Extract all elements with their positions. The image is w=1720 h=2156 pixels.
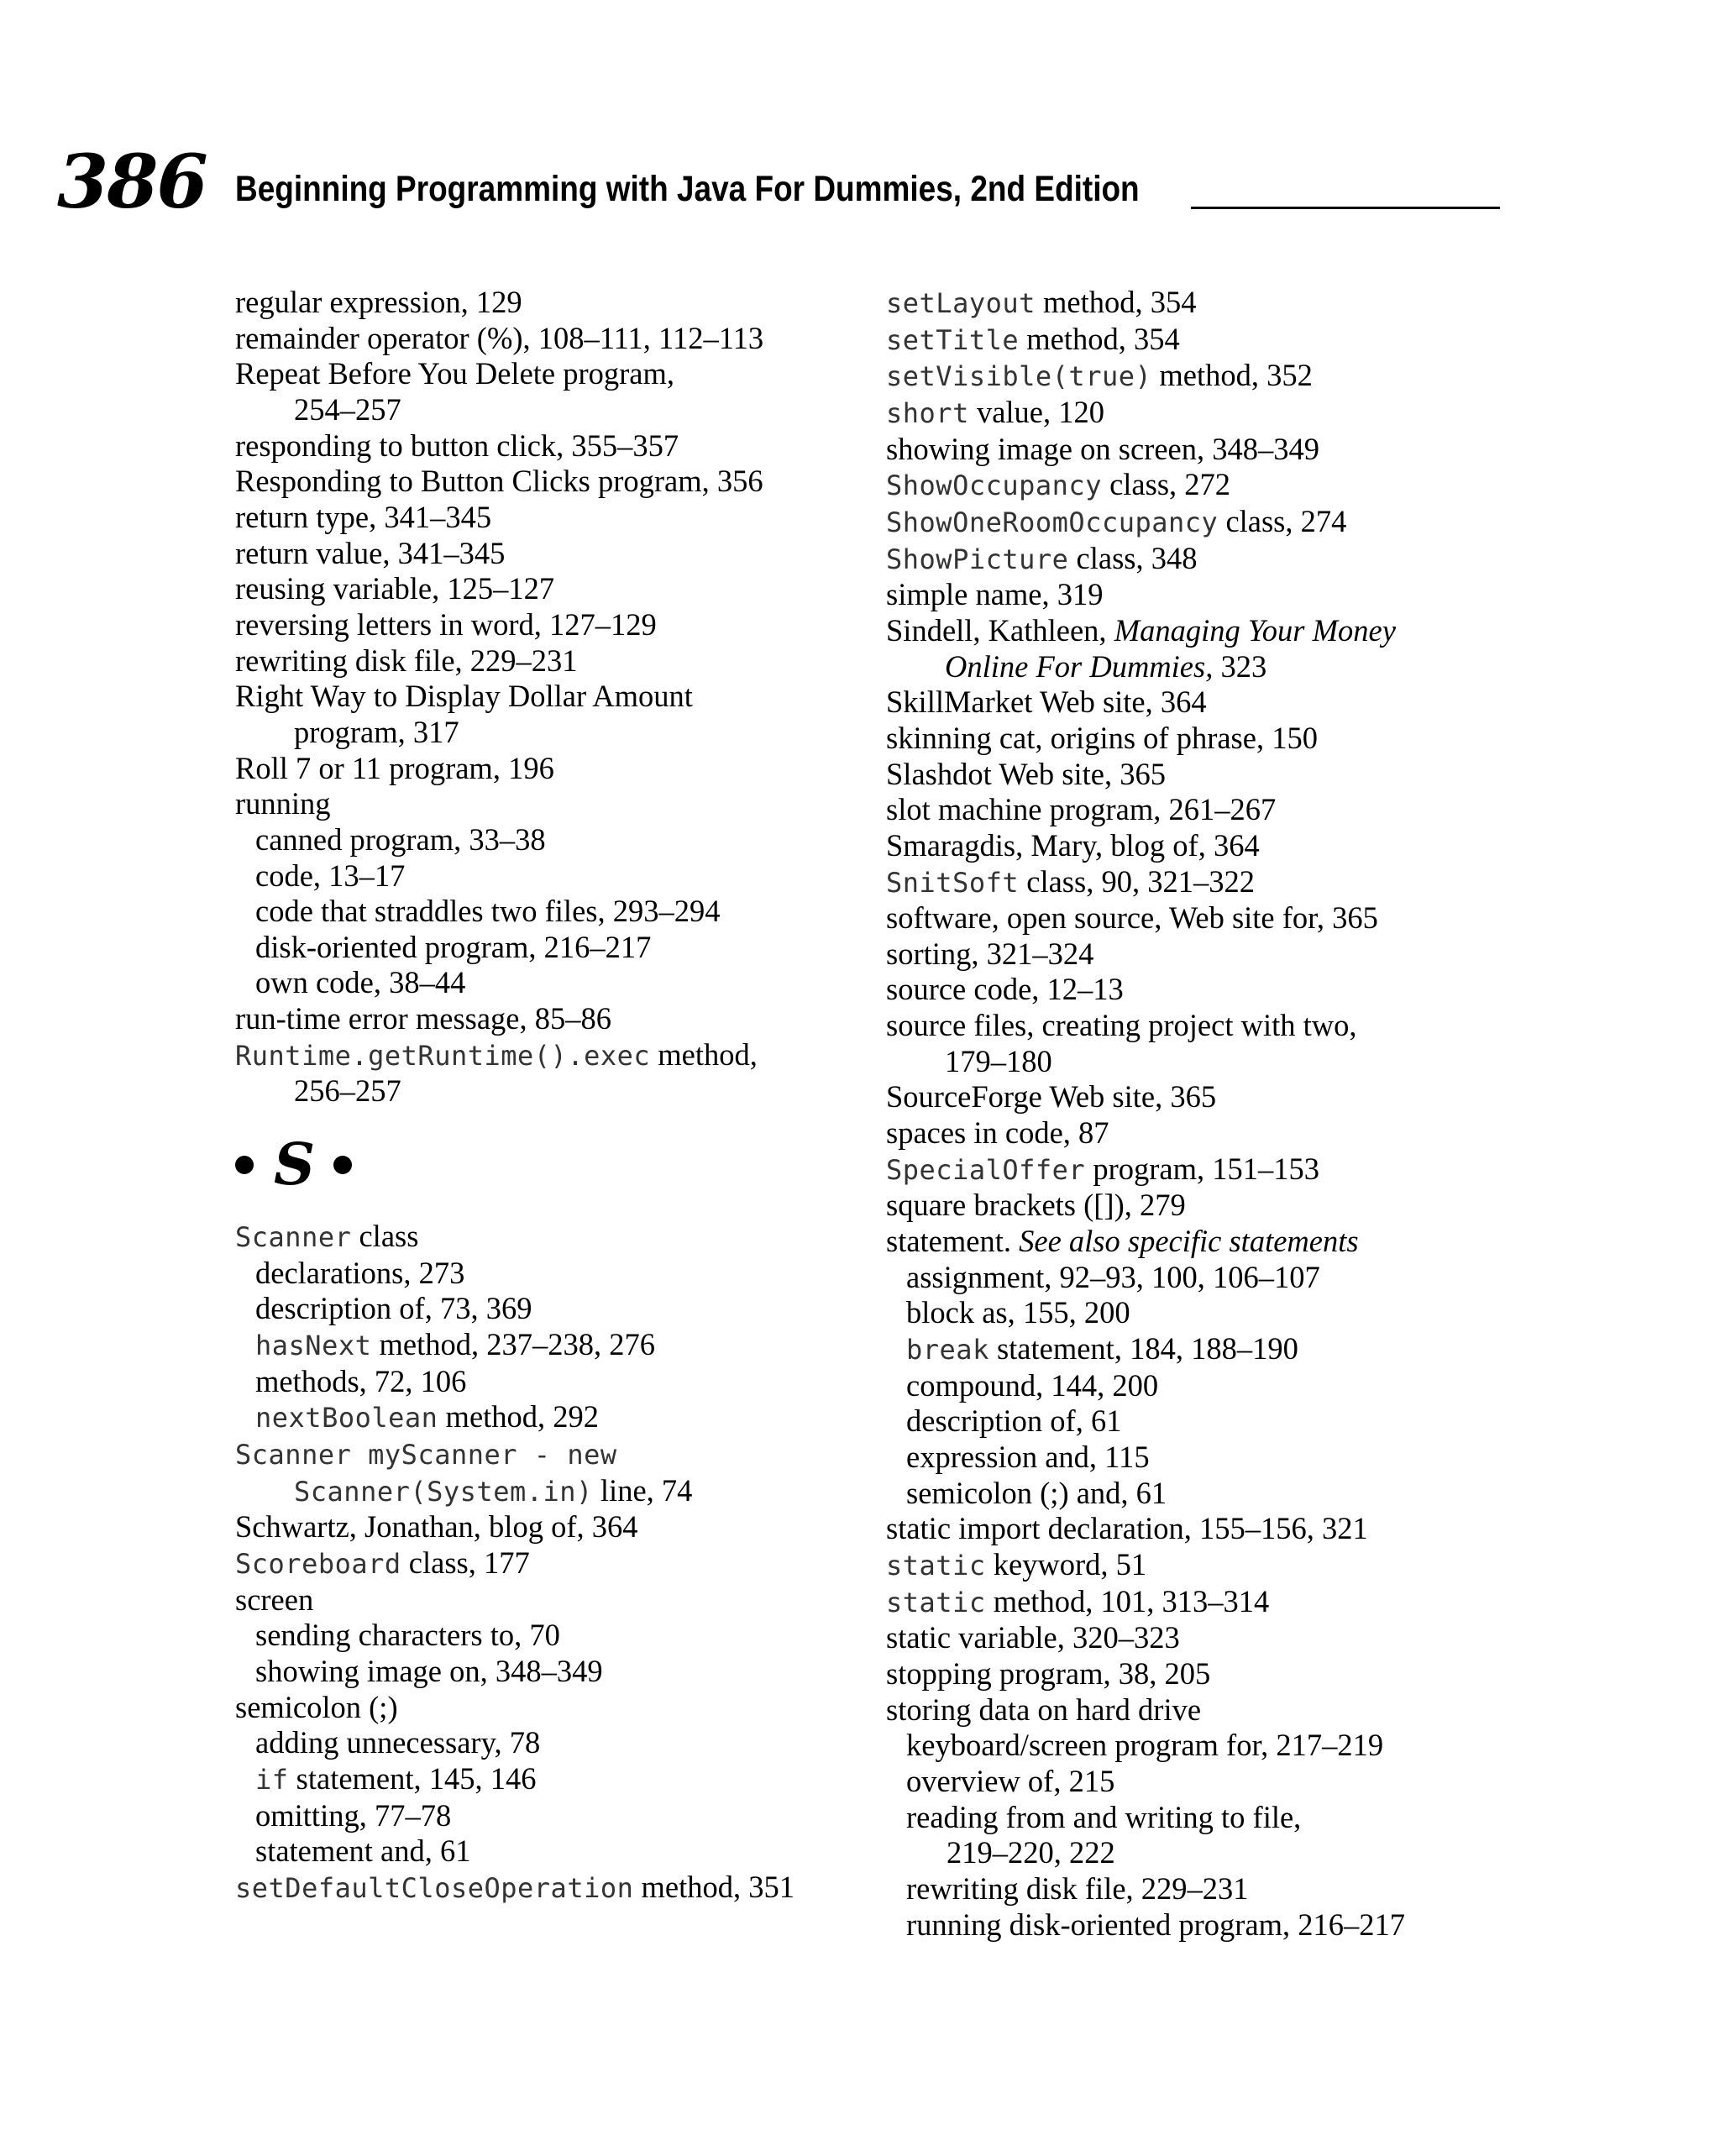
- code-term: ShowPicture: [886, 543, 1069, 575]
- code-term: short: [886, 396, 969, 429]
- index-entry: regular expression, 129: [235, 285, 522, 319]
- index-subentry: code that straddles two files, 293–294: [255, 894, 721, 929]
- index-entry: reversing letters in word, 127–129: [235, 606, 657, 642]
- index-subentry: statement and, 61: [255, 1833, 471, 1869]
- code-term: Scanner: [235, 1221, 352, 1254]
- index-subentry: description of, 61: [906, 1403, 1122, 1439]
- index-entry: spaces in code, 87: [886, 1115, 1109, 1151]
- entry-text: method, 351: [633, 1869, 794, 1904]
- entry-text: method, 237–238, 276: [371, 1327, 655, 1362]
- entry-text: class, 348: [1068, 540, 1198, 575]
- code-term: Scoreboard: [235, 1548, 401, 1580]
- index-subentry: adding unnecessary, 78: [255, 1725, 541, 1760]
- entry-text: method, 101, 313–314: [985, 1583, 1270, 1618]
- index-subentry: keyboard/screen program for, 217–219: [906, 1728, 1384, 1763]
- index-entry: return type, 341–345: [235, 499, 492, 534]
- index-entry: [886, 1224, 1508, 1260]
- entry-text: value, 120: [968, 394, 1104, 429]
- code-term: break: [906, 1334, 989, 1367]
- header-rule: [1191, 207, 1500, 209]
- index-subentry: assignment, 92–93, 100, 106–107: [906, 1259, 1320, 1294]
- code-term: setLayout: [886, 287, 1036, 319]
- index-entry: [886, 285, 1508, 322]
- index-subentry: disk-oriented program, 216–217: [255, 929, 652, 964]
- index-subentry: semicolon (;) and, 61: [906, 1475, 1167, 1510]
- entry-text: class, 177: [401, 1545, 530, 1580]
- bullet-icon: [333, 1156, 352, 1174]
- index-entry-continuation: [235, 1473, 857, 1510]
- index-entry-continuation: 254–257: [294, 391, 401, 427]
- index-entry: storing data on hard drive: [886, 1692, 1202, 1727]
- index-entry: remainder operator (%), 108–111, 112–113: [235, 320, 764, 355]
- entry-text: method, 354: [1019, 321, 1180, 356]
- index-entry: [886, 322, 1508, 359]
- index-entry: Repeat Before You Delete program,: [235, 356, 675, 391]
- index-entry: [235, 1436, 857, 1473]
- index-subentry-continuation: 219–220, 222: [947, 1835, 1115, 1870]
- entry-text: class, 274: [1218, 503, 1347, 538]
- index-entry: return value, 341–345: [235, 535, 506, 570]
- index-subentry: omitting, 77–78: [255, 1797, 452, 1833]
- index-subentry: [886, 1331, 1508, 1368]
- code-term: Scanner(System.in): [294, 1475, 593, 1508]
- code-term: nextBoolean: [255, 1402, 438, 1435]
- index-entry: semicolon (;): [235, 1689, 398, 1724]
- index-subentry: rewriting disk file, 229–231: [906, 1870, 1249, 1906]
- entry-text: method, 352: [1151, 358, 1313, 393]
- index-subentry: code, 13–17: [255, 858, 406, 893]
- index-entry: Responding to Button Clicks program, 356: [235, 464, 763, 499]
- code-term: hasNext: [255, 1330, 372, 1362]
- code-term: static: [886, 1549, 986, 1582]
- index-subentry: [235, 1399, 857, 1436]
- code-term: Scanner myScanner - new: [235, 1439, 617, 1471]
- code-term: Runtime.getRuntime().exec: [235, 1039, 651, 1072]
- index-entry-continuation: [886, 649, 1508, 685]
- index-entry: software, open source, Web site for, 365: [886, 900, 1378, 936]
- code-term: static: [886, 1586, 986, 1618]
- book-title: Managing Your Money: [1114, 612, 1396, 648]
- index-subentry: showing image on, 348–349: [255, 1653, 603, 1688]
- index-entry: source code, 12–13: [886, 972, 1124, 1007]
- entry-text: statement, 184, 188–190: [988, 1331, 1298, 1367]
- index-entry: reusing variable, 125–127: [235, 571, 555, 606]
- entry-text: 323: [1213, 648, 1267, 684]
- index-subentry: declarations, 273: [255, 1255, 465, 1290]
- index-subentry: own code, 38–44: [255, 965, 466, 1000]
- index-subentry: [235, 1761, 857, 1798]
- index-entry: [886, 613, 1508, 649]
- index-entry: run-time error message, 85–86: [235, 1001, 611, 1036]
- index-entry: SkillMarket Web site, 364: [886, 685, 1207, 720]
- index-entry: screen: [235, 1582, 314, 1617]
- index-entry: running: [235, 786, 331, 821]
- index-entry: [886, 1151, 1508, 1188]
- code-term: ShowOneRoomOccupancy: [886, 506, 1219, 538]
- index-subentry: methods, 72, 106: [255, 1363, 467, 1398]
- code-term: setTitle: [886, 323, 1020, 356]
- entry-text: program, 151–153: [1085, 1151, 1319, 1186]
- index-entry: square brackets ([]), 279: [886, 1188, 1186, 1223]
- entry-text: class: [351, 1219, 419, 1254]
- index-column-left: [235, 285, 857, 1907]
- index-entry: [886, 1547, 1508, 1584]
- index-entry: static variable, 320–323: [886, 1620, 1180, 1655]
- index-entry: [886, 358, 1508, 395]
- entry-text: class, 272: [1101, 467, 1231, 502]
- index-entry: [886, 1584, 1508, 1621]
- index-entry: [886, 395, 1508, 432]
- index-entry: responding to button click, 355–357: [235, 428, 679, 463]
- index-subentry: description of, 73, 369: [255, 1291, 532, 1326]
- bullet-icon: [235, 1156, 254, 1174]
- index-entry: rewriting disk file, 229–231: [235, 643, 578, 678]
- index-entry: Schwartz, Jonathan, blog of, 364: [235, 1509, 638, 1545]
- index-subentry: expression and, 115: [906, 1440, 1150, 1474]
- index-entry: static import declaration, 155–156, 321: [886, 1511, 1368, 1546]
- index-subentry: reading from and writing to file,: [906, 1799, 1302, 1834]
- index-subentry: running disk-oriented program, 216–217: [906, 1907, 1406, 1942]
- book-title: Online For Dummies,: [945, 648, 1214, 684]
- section-letter: S: [274, 1131, 316, 1199]
- index-subentry: sending characters to, 70: [255, 1618, 560, 1653]
- page-number: 386: [57, 138, 207, 225]
- entry-text: statement, 145, 146: [288, 1760, 537, 1796]
- entry-text: keyword, 51: [985, 1546, 1147, 1582]
- index-entry: [235, 1870, 857, 1907]
- index-entry: [886, 864, 1508, 901]
- index-entry: Smaragdis, Mary, blog of, 364: [886, 827, 1260, 863]
- index-entry: showing image on screen, 348–349: [886, 431, 1319, 466]
- code-term: ShowOccupancy: [886, 469, 1102, 502]
- entry-text: class, 90, 321–322: [1019, 863, 1255, 899]
- index-subentry: overview of, 215: [906, 1763, 1115, 1798]
- entry-text: method, 354: [1035, 285, 1197, 319]
- index-subentry: [235, 1327, 857, 1364]
- index-entry: [235, 1545, 857, 1582]
- index-entry: [235, 1219, 857, 1256]
- entry-text: method, 292: [438, 1399, 600, 1435]
- section-letter-heading: [235, 1109, 857, 1219]
- index-entry: [235, 1037, 857, 1074]
- index-subentry: canned program, 33–38: [255, 821, 546, 857]
- index-entry: slot machine program, 261–267: [886, 792, 1277, 827]
- index-subentry: block as, 155, 200: [906, 1295, 1130, 1330]
- code-term: SnitSoft: [886, 866, 1020, 899]
- index-entry: skinning cat, origins of phrase, 150: [886, 720, 1318, 755]
- index-entry: SourceForge Web site, 365: [886, 1079, 1217, 1115]
- running-title: Beginning Programming with Java For Dummies, 2nd Edition: [235, 169, 1140, 209]
- index-entry-continuation: program, 317: [294, 714, 459, 749]
- entry-text: statement.: [886, 1224, 1020, 1259]
- index-entry: Roll 7 or 11 program, 196: [235, 750, 554, 785]
- index-column-right: [886, 285, 1508, 1943]
- entry-text: line, 74: [592, 1472, 693, 1508]
- index-entry: Slashdot Web site, 365: [886, 756, 1166, 791]
- entry-text: method,: [650, 1036, 758, 1072]
- index-entry: source files, creating project with two,: [886, 1008, 1357, 1043]
- index-entry: [886, 504, 1508, 541]
- see-also-reference: See also specific statements: [1019, 1224, 1359, 1259]
- index-entry: simple name, 319: [886, 577, 1104, 612]
- index-entry: [886, 541, 1508, 578]
- code-term: setDefaultCloseOperation: [235, 1871, 634, 1904]
- index-entry: sorting, 321–324: [886, 936, 1094, 971]
- index-entry: Right Way to Display Dollar Amount: [235, 679, 693, 714]
- index-entry-continuation: 179–180: [945, 1043, 1052, 1078]
- index-entry: stopping program, 38, 205: [886, 1655, 1211, 1691]
- code-term: SpecialOffer: [886, 1153, 1086, 1186]
- code-term: if: [255, 1763, 289, 1796]
- index-entry-continuation: 256–257: [294, 1073, 401, 1109]
- code-term: setVisible(true): [886, 360, 1152, 393]
- entry-text: Sindell, Kathleen,: [886, 612, 1114, 648]
- index-entry: [886, 467, 1508, 504]
- index-subentry: compound, 144, 200: [906, 1367, 1159, 1403]
